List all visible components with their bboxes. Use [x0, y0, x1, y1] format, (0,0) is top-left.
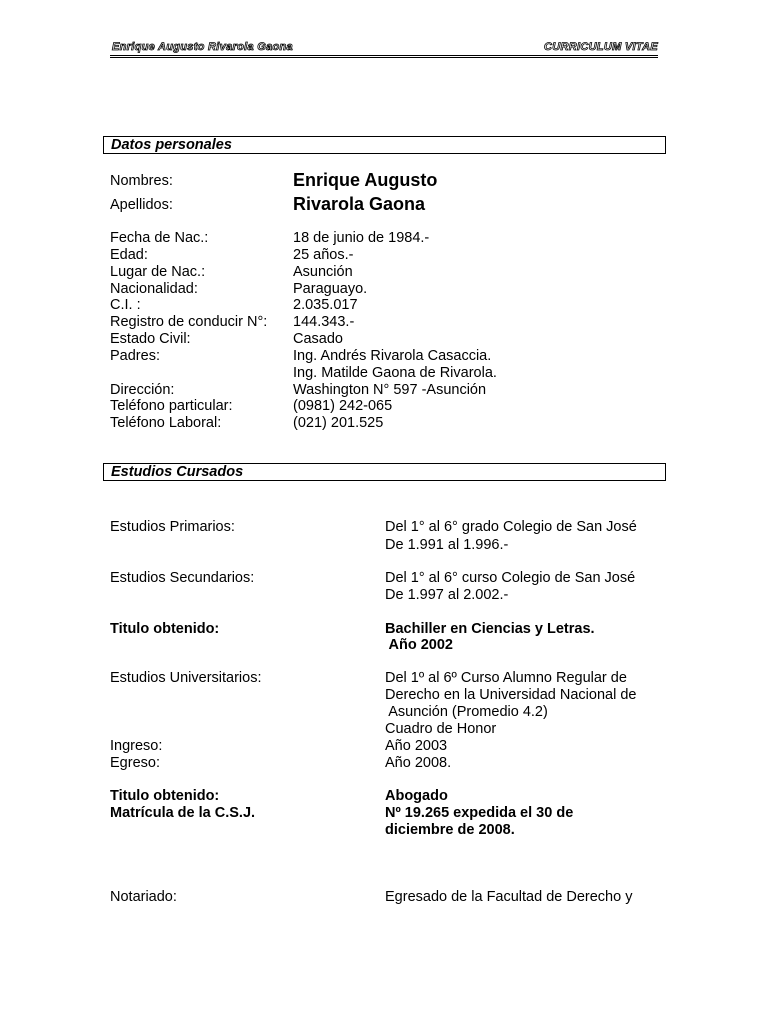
field-value: 18 de junio de 1984.-: [293, 230, 430, 246]
field-label: Padres:: [110, 348, 160, 364]
field-value: 144.343.-: [293, 314, 355, 330]
apellidos-label: Apellidos:: [110, 197, 173, 213]
field-value: 25 años.-: [293, 247, 354, 263]
secundarios-value: De 1.997 al 2.002.-: [385, 587, 509, 603]
contact-value: Washington N° 597 -Asunción: [293, 382, 487, 398]
universitarios-value: Del 1º al 6º Curso Alumno Regular de: [385, 670, 627, 686]
apellidos-value: Rivarola Gaona: [293, 194, 426, 214]
titulo-label: Titulo obtenido:: [110, 788, 220, 804]
contact-value: (0981) 242-065: [293, 398, 393, 414]
field-label: Registro de conducir N°:: [110, 314, 268, 330]
section-personal-data: [103, 136, 666, 154]
notariado-label: Notariado:: [110, 889, 177, 905]
field-value: 2.035.017: [293, 297, 358, 313]
nombres-value: Enrique Augusto: [293, 170, 438, 190]
header-rule-double: [110, 57, 658, 58]
universitarios-label: Estudios Universitarios:: [110, 670, 262, 686]
contact-label: Teléfono particular:: [110, 398, 233, 414]
field-value: Ing. Andrés Rivarola Casaccia.: [293, 348, 492, 364]
contact-value: (021) 201.525: [293, 415, 384, 431]
titulo-value: Abogado: [385, 788, 448, 804]
primarios-value: De 1.991 al 1.996.-: [385, 537, 509, 553]
header-rule: [110, 55, 658, 56]
contact-label: Teléfono Laboral:: [110, 415, 222, 431]
field-value: Casado: [293, 331, 343, 347]
field-label: C.I. :: [110, 297, 141, 313]
header-name: Enrique Augusto Rivarola Gaona: [112, 41, 293, 53]
matricula-value: diciembre de 2008.: [385, 822, 515, 838]
field-label: Fecha de Nac.:: [110, 230, 209, 246]
section-title: Datos personales: [111, 137, 232, 153]
field-label: Estado Civil:: [110, 331, 191, 347]
notariado-value: Egresado de la Facultad de Derecho y: [385, 889, 633, 905]
matricula-label: Matrícula de la C.S.J.: [110, 805, 256, 821]
contact-label: Dirección:: [110, 382, 175, 398]
ingreso-label: Ingreso:: [110, 738, 163, 754]
secundarios-value: Del 1° al 6° curso Colegio de San José: [385, 570, 636, 586]
nombres-label: Nombres:: [110, 173, 173, 189]
field-value: Paraguayo.: [293, 281, 368, 297]
egreso-label: Egreso:: [110, 755, 160, 771]
section-title: Estudios Cursados: [111, 464, 244, 480]
matricula-value: Nº 19.265 expedida el 30 de: [385, 805, 574, 821]
titulo-value: Bachiller en Ciencias y Letras.: [385, 621, 595, 637]
secundarios-label: Estudios Secundarios:: [110, 570, 255, 586]
primarios-value: Del 1° al 6° grado Colegio de San José: [385, 519, 637, 535]
ingreso-value: Año 2003: [385, 738, 448, 754]
field-label: Edad:: [110, 247, 148, 263]
field-label: Lugar de Nac.:: [110, 264, 206, 280]
universitarios-value: Asunción (Promedio 4.2): [385, 704, 548, 720]
titulo-label: Titulo obtenido:: [110, 621, 220, 637]
field-label: Nacionalidad:: [110, 281, 198, 297]
primarios-label: Estudios Primarios:: [110, 519, 235, 535]
field-value: Asunción: [293, 264, 353, 280]
header-document-title: CURRICULUM VITAE: [544, 41, 658, 53]
section-studies: [103, 463, 666, 481]
universitarios-value: Cuadro de Honor: [385, 721, 497, 737]
universitarios-value: Derecho en la Universidad Nacional de: [385, 687, 637, 703]
field-value: Ing. Matilde Gaona de Rivarola.: [293, 365, 497, 381]
titulo-year: Año 2002: [385, 637, 453, 653]
egreso-value: Año 2008.: [385, 755, 452, 771]
